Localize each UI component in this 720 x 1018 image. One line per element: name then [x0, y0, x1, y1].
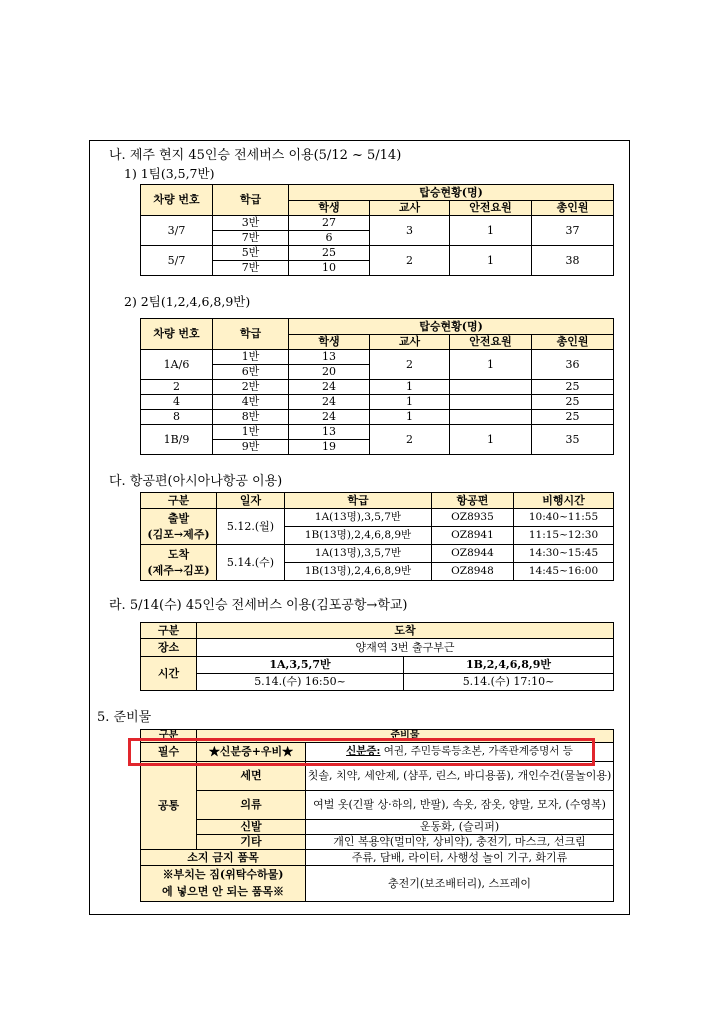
teacher-cell: 2 — [370, 246, 450, 276]
total-cell: 25 — [532, 395, 614, 410]
wash-label: 세면 — [197, 762, 306, 791]
table-row — [141, 791, 614, 820]
common-label: 공통 — [141, 762, 197, 850]
shoes-label: 신발 — [197, 820, 306, 835]
safety-cell — [450, 395, 532, 410]
class-cell: 5반 — [213, 246, 289, 261]
total-cell: 37 — [532, 216, 614, 246]
return-bus-table — [140, 622, 614, 691]
total-cell: 25 — [532, 380, 614, 395]
group-b: 1B,2,4,6,8,9반 — [404, 657, 614, 674]
table-row — [141, 410, 614, 425]
table-row — [141, 674, 614, 691]
class-cell: 1반 — [213, 350, 289, 365]
student-cell: 24 — [289, 380, 370, 395]
total-cell: 38 — [532, 246, 614, 276]
student-cell: 25 — [289, 246, 370, 261]
table-row — [141, 866, 614, 902]
teacher-cell: 2 — [370, 350, 450, 380]
student-cell: 20 — [289, 365, 370, 380]
clothes-label: 의류 — [197, 791, 306, 820]
student-cell: 24 — [289, 410, 370, 425]
safety-cell — [450, 410, 532, 425]
header-safety: 안전요원 — [450, 201, 532, 216]
student-cell: 19 — [289, 440, 370, 455]
section-na-heading: 나. 제주 현지 45인승 전세버스 이용(5/12 ~ 5/14) — [109, 148, 402, 163]
checked-label-cell — [141, 866, 306, 902]
depart-date: 5.12.(월) — [217, 509, 285, 545]
class-cell: 7반 — [213, 261, 289, 276]
header-boarding: 탑승현황(명) — [289, 185, 614, 201]
table-row — [141, 216, 614, 231]
total-cell: 25 — [532, 410, 614, 425]
checked-value: 충전기(보조배터리), 스프레이 — [306, 866, 614, 902]
team1-title: 1) 1팀(3,5,7반) — [124, 166, 215, 181]
time-cell: 11:15~12:30 — [514, 527, 614, 545]
table-row — [141, 380, 614, 395]
student-cell: 10 — [289, 261, 370, 276]
table-row — [141, 395, 614, 410]
header-vehicle: 차량 번호 — [141, 319, 213, 350]
flight-table — [140, 492, 614, 581]
depart-cell — [141, 509, 217, 545]
time-label: 시간 — [141, 657, 197, 691]
table-row — [141, 350, 614, 365]
time-cell: 14:30~15:45 — [514, 545, 614, 563]
team1-bus-table — [140, 184, 614, 276]
flight-cell: OZ8944 — [432, 545, 514, 563]
header-time: 비행시간 — [514, 493, 614, 509]
time-a: 5.14.(수) 16:50~ — [197, 674, 404, 691]
header-class: 학급 — [285, 493, 432, 509]
team2-title: 2) 2팀(1,2,4,6,8,9반) — [124, 294, 251, 309]
student-cell: 13 — [289, 425, 370, 440]
safety-cell: 1 — [450, 246, 532, 276]
depart-label: 출발 — [167, 511, 190, 525]
arrive-route: (제주→김포) — [147, 563, 210, 577]
safety-cell: 1 — [450, 425, 532, 455]
class-cell: 1B(13명),2,4,6,8,9반 — [285, 527, 432, 545]
required-label: 필수 — [141, 743, 197, 762]
header-total: 총인원 — [532, 201, 614, 216]
vehicle-cell: 8 — [141, 410, 213, 425]
header-type: 구분 — [141, 623, 197, 639]
vehicle-cell: 2 — [141, 380, 213, 395]
table-row — [141, 246, 614, 261]
class-cell: 6반 — [213, 365, 289, 380]
vehicle-cell: 1A/6 — [141, 350, 213, 380]
header-arrival: 도착 — [197, 623, 614, 639]
etc-value: 개인 복용약(멀미약, 상비약), 충전기, 마스크, 선크림 — [306, 835, 614, 850]
safety-cell: 1 — [450, 216, 532, 246]
header-teacher: 교사 — [370, 335, 450, 350]
class-cell: 1A(13명),3,5,7반 — [285, 509, 432, 527]
class-cell: 1B(13명),2,4,6,8,9반 — [285, 563, 432, 581]
class-cell: 4반 — [213, 395, 289, 410]
teacher-cell: 1 — [370, 410, 450, 425]
highlight-box — [128, 738, 595, 766]
student-cell: 24 — [289, 395, 370, 410]
table-row — [141, 657, 614, 674]
table-row — [141, 820, 614, 835]
class-cell: 9반 — [213, 440, 289, 455]
banned-value: 주류, 담배, 라이터, 사행성 놀이 기구, 화기류 — [306, 850, 614, 866]
table-row — [141, 545, 614, 563]
table-row — [141, 639, 614, 657]
header-class: 학급 — [213, 319, 289, 350]
vehicle-cell: 4 — [141, 395, 213, 410]
student-cell: 6 — [289, 231, 370, 246]
checked-label-line2: 에 넣으면 안 되는 품목※ — [162, 885, 284, 898]
place-label: 장소 — [141, 639, 197, 657]
table-row — [141, 509, 614, 527]
etc-label: 기타 — [197, 835, 306, 850]
safety-cell: 1 — [450, 350, 532, 380]
flight-cell: OZ8948 — [432, 563, 514, 581]
required-desc: 여권, 주민등록등초본, 가족관계증명서 등 — [380, 745, 573, 758]
section-5-heading: 5. 준비물 — [97, 710, 152, 725]
table-row — [141, 850, 614, 866]
total-cell: 35 — [532, 425, 614, 455]
time-b: 5.14.(수) 17:10~ — [404, 674, 614, 691]
place-value: 양재역 3번 출구부근 — [197, 639, 614, 657]
banned-label: 소지 금지 품목 — [141, 850, 306, 866]
checked-label-line1: ※부치는 짐(위탁수하물) — [162, 868, 284, 882]
header-total: 총인원 — [532, 335, 614, 350]
flight-cell: OZ8941 — [432, 527, 514, 545]
teacher-cell: 1 — [370, 380, 450, 395]
header-items: 준비물 — [197, 730, 614, 743]
header-flight: 항공편 — [432, 493, 514, 509]
required-key: ★신분증+우비★ — [197, 743, 306, 762]
student-cell: 13 — [289, 350, 370, 365]
group-a: 1A,3,5,7반 — [197, 657, 404, 674]
teacher-cell: 3 — [370, 216, 450, 246]
vehicle-cell: 1B/9 — [141, 425, 213, 455]
wash-value: 칫솔, 치약, 세안제, (샴푸, 린스, 바디용품), 개인수건(물놀이용) — [306, 762, 614, 791]
arrive-label: 도착 — [167, 547, 190, 561]
time-cell: 10:40~11:55 — [514, 509, 614, 527]
header-vehicle: 차량 번호 — [141, 185, 213, 216]
section-da-heading: 다. 항공편(아시아나항공 이용) — [109, 474, 283, 489]
clothes-value: 여벌 옷(긴팔 상·하의, 반팔), 속옷, 잠옷, 양말, 모자, (수영복) — [306, 791, 614, 820]
class-cell: 2반 — [213, 380, 289, 395]
student-cell: 27 — [289, 216, 370, 231]
header-date: 일자 — [217, 493, 285, 509]
class-cell: 1반 — [213, 425, 289, 440]
table-row — [141, 425, 614, 440]
header-student: 학생 — [289, 335, 370, 350]
team2-bus-table — [140, 318, 614, 455]
table-row — [141, 835, 614, 850]
arrive-date: 5.14.(수) — [217, 545, 285, 581]
teacher-cell: 2 — [370, 425, 450, 455]
section-ra-heading: 라. 5/14(수) 45인승 전세버스 이용(김포공항→학교) — [109, 598, 408, 613]
vehicle-cell: 3/7 — [141, 216, 213, 246]
header-class: 학급 — [213, 185, 289, 216]
class-cell: 7반 — [213, 231, 289, 246]
arrive-cell — [141, 545, 217, 581]
depart-route: (김포→제주) — [147, 527, 210, 541]
header-safety: 안전요원 — [450, 335, 532, 350]
header-type: 구분 — [141, 493, 217, 509]
header-teacher: 교사 — [370, 201, 450, 216]
class-cell: 3반 — [213, 216, 289, 231]
required-desc-lead: 신분증: — [346, 745, 381, 758]
header-type: 구분 — [141, 730, 197, 743]
shoes-value: 운동화, (슬리퍼) — [306, 820, 614, 835]
header-boarding: 탑승현황(명) — [289, 319, 614, 335]
class-cell: 8반 — [213, 410, 289, 425]
safety-cell — [450, 380, 532, 395]
teacher-cell: 1 — [370, 395, 450, 410]
class-cell: 1A(13명),3,5,7반 — [285, 545, 432, 563]
header-student: 학생 — [289, 201, 370, 216]
time-cell: 14:45~16:00 — [514, 563, 614, 581]
total-cell: 36 — [532, 350, 614, 380]
vehicle-cell: 5/7 — [141, 246, 213, 276]
flight-cell: OZ8935 — [432, 509, 514, 527]
